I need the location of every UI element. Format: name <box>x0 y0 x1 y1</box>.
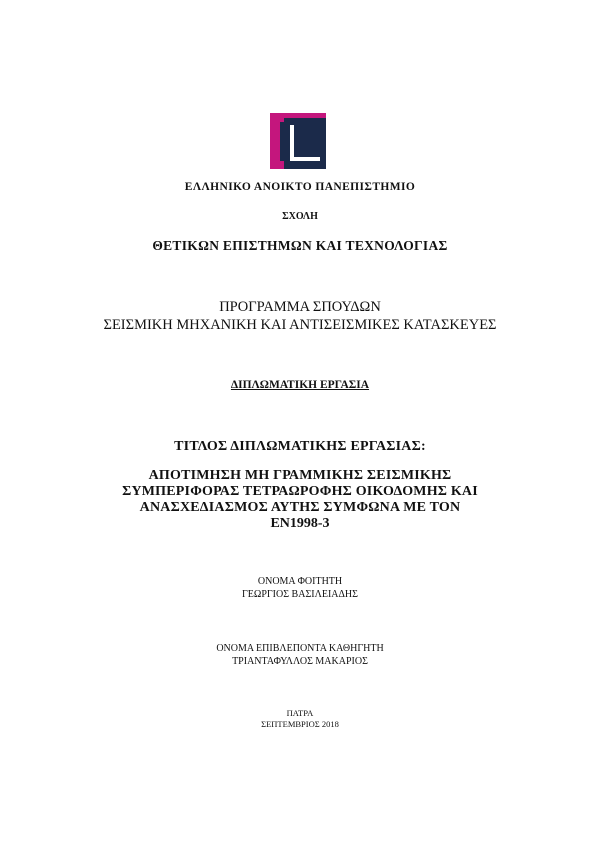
school-name: ΘΕΤΙΚΩΝ ΕΠΙΣΤΗΜΩΝ ΚΑΙ ΤΕΧΝΟΛΟΓΙΑΣ <box>152 238 448 253</box>
title-label: ΤΙΤΛΟΣ ΔΙΠΛΩΜΑΤΙΚΗΣ ΕΡΓΑΣΙΑΣ: <box>174 439 426 454</box>
title-line-3: ΑΝΑΣΧΕΔΙΑΣΜΟΣ ΑΥΤΗΣ ΣΥΜΦΩΝΑ ΜΕ ΤΟΝ <box>139 500 461 515</box>
date: ΣΕΠΤΕΜΒΡΙΟΣ 2018 <box>261 719 339 729</box>
program-name: ΣΕΙΣΜΙΚΗ ΜΗΧΑΝΙΚΗ ΚΑΙ ΑΝΤΙΣΕΙΣΜΙΚΕΣ ΚΑΤΑΣΚΕΥΕΣ <box>103 317 497 333</box>
school-label: ΣΧΟΛΗ <box>282 211 318 222</box>
city: ΠΑΤΡΑ <box>286 708 314 718</box>
student-label: ΟΝΟΜΑ ΦΟΙΤΗΤΗ <box>257 576 343 587</box>
supervisor-name: ΤΡΙΑΝΤΑΦΥΛΛΟΣ ΜΑΚΑΡΙΟΣ <box>232 656 368 667</box>
thesis-type: ΔΙΠΛΩΜΑΤΙΚΗ ΕΡΓΑΣΙΑ <box>230 379 370 391</box>
supervisor-label: ΟΝΟΜΑ ΕΠΙΒΛΕΠΟΝΤΑ ΚΑΘΗΓΗΤΗ <box>216 643 384 654</box>
university-logo-icon <box>270 113 326 169</box>
university-name: ΕΛΛΗΝΙΚΟ ΑΝΟΙΚΤΟ ΠΑΝΕΠΙΣΤΗΜΙΟ <box>184 181 416 193</box>
title-line-4: EN1998-3 <box>270 516 330 531</box>
title-line-2: ΣΥΜΠΕΡΙΦΟΡΑΣ ΤΕΤΡΑΩΡΟΦΗΣ ΟΙΚΟΔΟΜΗΣ ΚΑΙ <box>122 484 478 499</box>
student-name: ΓΕΩΡΓΙΟΣ ΒΑΣΙΛΕΙΑΔΗΣ <box>242 589 358 600</box>
title-line-1: ΑΠΟΤΙΜΗΣΗ ΜΗ ΓΡΑΜΜΙΚΗΣ ΣΕΙΣΜΙΚΗΣ <box>148 468 452 483</box>
program-label: ΠΡΟΓΡΑΜΜΑ ΣΠΟΥΔΩΝ <box>219 299 381 315</box>
